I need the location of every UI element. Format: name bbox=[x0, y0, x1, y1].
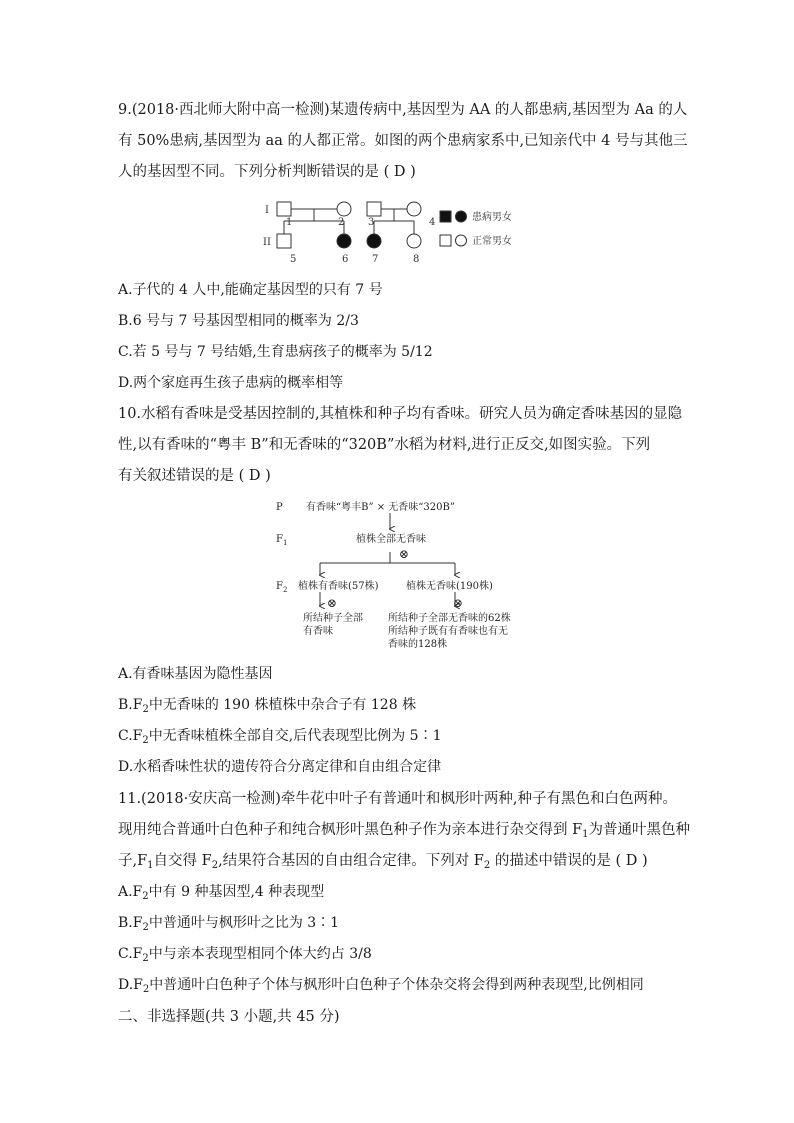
right-result-line-1: 所结种子全部无香味的62株 bbox=[388, 613, 511, 624]
pedigree-id-4: 4 bbox=[429, 217, 436, 228]
pedigree-female-7 bbox=[367, 234, 381, 248]
pedigree-female-8 bbox=[407, 234, 421, 248]
pedigree-male-1 bbox=[277, 202, 291, 216]
f1-text: 植株全部无香味 bbox=[356, 534, 426, 545]
gen-label-p: P bbox=[276, 502, 283, 513]
q9-line-2: 有 50%患病,基因型为 aa 的人都正常。如图的两个患病家系中,已知亲代中 4 号与其他三 bbox=[118, 133, 688, 149]
pedigree-male-5 bbox=[277, 234, 291, 248]
cross-experiment-diagram bbox=[270, 496, 520, 658]
pedigree-diagram bbox=[262, 195, 542, 267]
left-result-line-1: 所结种子全部 bbox=[303, 613, 363, 624]
q9-line-3: 人的基因型不同。下列分析判断错误的是 ( D ) bbox=[118, 164, 416, 180]
gen-label-II: II bbox=[263, 237, 271, 248]
pedigree-male-3 bbox=[367, 202, 381, 216]
legend-normal-male-icon bbox=[440, 235, 451, 246]
q9-option-b: B.6 号与 7 号基因型相同的概率为 2/3 bbox=[118, 313, 359, 329]
gen-label-I: I bbox=[265, 205, 269, 216]
q10-option-c: $C.F_2$中无香味植株全部自交,后代表现型比例为 5∶1 bbox=[118, 728, 442, 746]
q10-line-3: 有关叙述错误的是 ( D ) bbox=[118, 468, 271, 484]
f2-left-text: 植株有香味(57株) bbox=[298, 581, 379, 592]
left-result-line-2: 有香味 bbox=[303, 626, 333, 637]
right-result-line-2: 所结种子既有有香味也有无 bbox=[388, 626, 508, 637]
pedigree-female-6 bbox=[337, 234, 351, 248]
right-result-line-3: 香味的128株 bbox=[388, 639, 448, 650]
q10-option-b: $B.F_2$中无香味的 190 株植株中杂合子有 128 株 bbox=[118, 697, 417, 715]
q11-line-3: 子$,F_1$自交得 $F_2$,结果符合基因的自由组合定律。下列对 $F_2$ 的描述中错误的是 ( D ) bbox=[118, 853, 648, 871]
legend-affected-male-icon bbox=[440, 211, 451, 222]
pedigree-female-2 bbox=[337, 202, 351, 216]
q9-line-1: 9.(2018·西北师大附中高一检测)某遗传病中,基因型为 AA 的人都患病,基因型为 Aa 的人 bbox=[118, 102, 688, 118]
pedigree-id-1: 1 bbox=[286, 217, 293, 228]
legend-affected-label: 患病男女 bbox=[472, 212, 512, 223]
q11-option-b: $B.F_2$中普通叶与枫形叶之比为 3∶1 bbox=[118, 915, 340, 933]
q9-option-d: D.两个家庭再生孩子患病的概率相等 bbox=[118, 375, 344, 391]
q10-line-2: 性,以有香味的“粤丰 B”和无香味的“320B”水稻为材料,进行正反交,如图实验。下列 bbox=[118, 437, 651, 453]
gen-label-f1: $F_1$ bbox=[276, 534, 288, 547]
q9-option-a: A.子代的 4 人中,能确定基因型的只有 7 号 bbox=[118, 282, 383, 298]
q11-option-d: $D.F_2$中普通叶白色种子个体与枫形叶白色种子个体杂交将会得到两种表现型,比例相同 bbox=[118, 977, 644, 995]
legend-normal-label: 正常男女 bbox=[472, 236, 512, 247]
q9-option-c: C.若 5 号与 7 号结婚,生育患病孩子的概率为 5/12 bbox=[118, 344, 433, 360]
pedigree-id-2: 2 bbox=[338, 217, 345, 228]
pedigree-id-8: 8 bbox=[413, 254, 420, 265]
selfing-symbol-f1: ⊗ bbox=[399, 547, 410, 561]
q11-option-a: $A.F_2$中有 9 种基因型,4 种表现型 bbox=[118, 884, 325, 902]
selfing-symbol-right: ⊗ bbox=[453, 596, 464, 610]
parents-text: 有香味“粤丰B” × 无香味“320B” bbox=[306, 502, 455, 513]
f2-right-text: 植株无香味(190株) bbox=[406, 581, 493, 592]
q10-option-a: A.有香味基因为隐性基因 bbox=[118, 666, 273, 682]
selfing-symbol-left: ⊗ bbox=[327, 596, 338, 610]
legend-normal-female-icon bbox=[456, 235, 467, 246]
q11-line-2: 现用纯合普通叶白色种子和纯合枫形叶黑色种子作为亲本进行杂交得到 $F_1$为普通叶黑色种 bbox=[118, 822, 691, 840]
pedigree-id-5: 5 bbox=[290, 254, 297, 265]
section-2-heading: 二、非选择题(共 3 小题,共 45 分) bbox=[118, 1009, 340, 1025]
pedigree-id-6: 6 bbox=[342, 254, 349, 265]
q11-line-1: 11.(2018·安庆高一检测)牵牛花中叶子有普通叶和枫形叶两种,种子有黑色和白色两种。 bbox=[118, 791, 677, 807]
pedigree-id-7: 7 bbox=[372, 254, 379, 265]
legend-affected-female-icon bbox=[456, 211, 467, 222]
gen-label-f2: $F_2$ bbox=[276, 581, 288, 594]
q11-option-c: $C.F_2$中与亲本表现型相同个体大约占 3/8 bbox=[118, 946, 372, 964]
pedigree-female-4 bbox=[407, 202, 421, 216]
pedigree-id-3: 3 bbox=[368, 217, 375, 228]
q10-option-d: D.水稻香味性状的遗传符合分离定律和自由组合定律 bbox=[118, 759, 442, 775]
q10-line-1: 10.水稻有香味是受基因控制的,其植株和种子均有香味。研究人员为确定香味基因的显隐 bbox=[118, 406, 683, 422]
